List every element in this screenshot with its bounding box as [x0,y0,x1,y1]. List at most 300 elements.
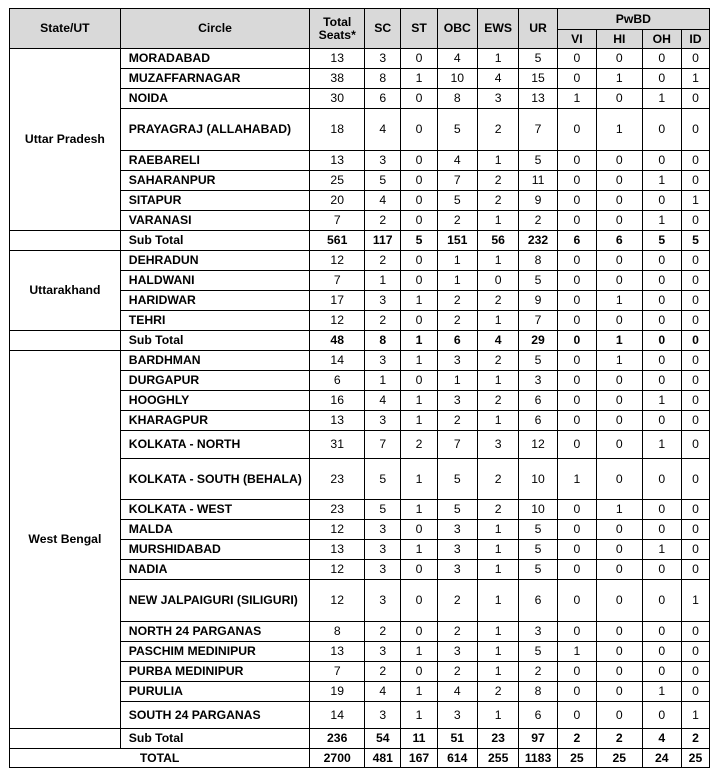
circle-cell: MURSHIDABAD [120,540,309,560]
subtotal-ews-cell: 56 [477,231,518,251]
id-cell: 1 [681,702,709,729]
oh-cell: 0 [642,251,681,271]
obc-cell: 3 [437,391,477,411]
total-seats-cell: 13 [310,49,365,69]
oh-cell: 1 [642,89,681,109]
oh-cell: 1 [642,391,681,411]
circle-cell: NADIA [120,560,309,580]
id-cell: 0 [681,431,709,459]
hi-cell: 0 [597,580,643,622]
obc-cell: 7 [437,431,477,459]
vi-cell: 0 [557,211,596,231]
sc-cell: 3 [365,540,401,560]
st-cell: 1 [401,642,437,662]
id-cell: 0 [681,540,709,560]
total-seats-cell: 12 [310,580,365,622]
oh-cell: 1 [642,431,681,459]
ews-cell: 1 [477,371,518,391]
ur-cell: 13 [519,89,557,109]
ews-cell: 1 [477,411,518,431]
id-cell: 0 [681,520,709,540]
obc-cell: 2 [437,580,477,622]
vi-cell: 0 [557,49,596,69]
st-cell: 0 [401,560,437,580]
id-cell: 0 [681,351,709,371]
sc-cell: 1 [365,371,401,391]
vi-cell: 0 [557,191,596,211]
obc-cell: 5 [437,191,477,211]
sc-cell: 6 [365,89,401,109]
sc-cell: 1 [365,271,401,291]
circle-cell: PURBA MEDINIPUR [120,662,309,682]
vi-cell: 1 [557,89,596,109]
oh-cell: 0 [642,311,681,331]
obc-cell: 2 [437,662,477,682]
total-seats-cell: 8 [310,622,365,642]
ur-cell: 11 [519,171,557,191]
ews-cell: 1 [477,622,518,642]
ews-cell: 1 [477,580,518,622]
oh-cell: 0 [642,459,681,500]
obc-cell: 10 [437,69,477,89]
total-seats-cell: 13 [310,540,365,560]
oh-cell: 0 [642,500,681,520]
total-ur-cell: 1183 [519,749,557,768]
header-ews: EWS [477,9,518,49]
ur-cell: 6 [519,702,557,729]
oh-cell: 1 [642,171,681,191]
subtotal-sc-cell: 8 [365,331,401,351]
subtotal-state-cell [10,331,121,351]
table-row [10,251,710,271]
hi-cell: 1 [597,69,643,89]
total-seats-cell: 13 [310,411,365,431]
table-header [10,9,710,49]
ews-cell: 2 [477,391,518,411]
state-cell: West Bengal [10,351,121,729]
header-circle: Circle [120,9,309,49]
total-seats-cell: 14 [310,702,365,729]
subtotal-label: Sub Total [120,331,309,351]
vi-cell: 1 [557,459,596,500]
ews-cell: 1 [477,211,518,231]
total-id-cell: 25 [681,749,709,768]
circle-cell: KHARAGPUR [120,411,309,431]
header-state: State/UT [10,9,121,49]
st-cell: 0 [401,311,437,331]
total-seats-cell: 12 [310,520,365,540]
subtotal-row [10,331,710,351]
subtotal-total-seats-cell: 48 [310,331,365,351]
circle-cell: HOOGHLY [120,391,309,411]
obc-cell: 2 [437,622,477,642]
st-cell: 1 [401,291,437,311]
id-cell: 0 [681,271,709,291]
circle-cell: PURULIA [120,682,309,702]
ews-cell: 0 [477,271,518,291]
circle-cell: PRAYAGRAJ (ALLAHABAD) [120,109,309,151]
header-sc: SC [365,9,401,49]
hi-cell: 0 [597,211,643,231]
ews-cell: 2 [477,351,518,371]
total-seats-cell: 6 [310,371,365,391]
obc-cell: 4 [437,682,477,702]
obc-cell: 7 [437,171,477,191]
ews-cell: 1 [477,311,518,331]
hi-cell: 1 [597,291,643,311]
hi-cell: 0 [597,702,643,729]
hi-cell: 0 [597,540,643,560]
vi-cell: 0 [557,580,596,622]
hi-cell: 1 [597,500,643,520]
ur-cell: 6 [519,580,557,622]
subtotal-vi-cell: 2 [557,729,596,749]
id-cell: 0 [681,109,709,151]
obc-cell: 2 [437,211,477,231]
st-cell: 1 [401,411,437,431]
total-seats-cell: 7 [310,211,365,231]
vi-cell: 0 [557,682,596,702]
obc-cell: 5 [437,459,477,500]
hi-cell: 0 [597,520,643,540]
id-cell: 0 [681,642,709,662]
st-cell: 0 [401,271,437,291]
sc-cell: 4 [365,391,401,411]
st-cell: 0 [401,371,437,391]
total-seats-cell: 23 [310,459,365,500]
id-cell: 0 [681,560,709,580]
hi-cell: 0 [597,191,643,211]
total-seats-cell: 30 [310,89,365,109]
obc-cell: 8 [437,89,477,109]
id-cell: 0 [681,211,709,231]
hi-cell: 1 [597,109,643,151]
circle-cell: KOLKATA - WEST [120,500,309,520]
st-cell: 0 [401,89,437,109]
total-seats-cell: 31 [310,431,365,459]
oh-cell: 1 [642,540,681,560]
subtotal-ur-cell: 29 [519,331,557,351]
subtotal-id-cell: 2 [681,729,709,749]
ews-cell: 3 [477,431,518,459]
ur-cell: 8 [519,682,557,702]
circle-cell: MORADABAD [120,49,309,69]
vi-cell: 0 [557,251,596,271]
oh-cell: 0 [642,151,681,171]
hi-cell: 0 [597,49,643,69]
total-seats-cell: 38 [310,69,365,89]
total-seats-cell: 12 [310,251,365,271]
ews-cell: 1 [477,251,518,271]
header-id: ID [681,30,709,49]
st-cell: 0 [401,191,437,211]
id-cell: 0 [681,89,709,109]
total-seats-cell: 23 [310,500,365,520]
subtotal-total-seats-cell: 236 [310,729,365,749]
oh-cell: 1 [642,211,681,231]
sc-cell: 3 [365,151,401,171]
vi-cell: 0 [557,540,596,560]
sc-cell: 3 [365,702,401,729]
vi-cell: 0 [557,109,596,151]
ur-cell: 3 [519,622,557,642]
st-cell: 1 [401,69,437,89]
st-cell: 2 [401,431,437,459]
hi-cell: 0 [597,662,643,682]
ur-cell: 5 [519,351,557,371]
obc-cell: 2 [437,311,477,331]
total-seats-cell: 13 [310,642,365,662]
ews-cell: 1 [477,540,518,560]
circle-cell: NORTH 24 PARGANAS [120,622,309,642]
st-cell: 0 [401,151,437,171]
vi-cell: 0 [557,69,596,89]
oh-cell: 0 [642,351,681,371]
ur-cell: 8 [519,251,557,271]
obc-cell: 4 [437,151,477,171]
total-oh-cell: 24 [642,749,681,768]
id-cell: 0 [681,49,709,69]
vi-cell: 1 [557,642,596,662]
sc-cell: 5 [365,171,401,191]
ur-cell: 3 [519,371,557,391]
oh-cell: 0 [642,642,681,662]
subtotal-ur-cell: 97 [519,729,557,749]
oh-cell: 0 [642,622,681,642]
id-cell: 1 [681,580,709,622]
subtotal-ews-cell: 4 [477,331,518,351]
ews-cell: 2 [477,682,518,702]
ur-cell: 5 [519,151,557,171]
ews-cell: 2 [477,500,518,520]
sc-cell: 3 [365,560,401,580]
subtotal-obc-cell: 51 [437,729,477,749]
vi-cell: 0 [557,662,596,682]
total-seats-cell: 18 [310,109,365,151]
subtotal-ews-cell: 23 [477,729,518,749]
hi-cell: 0 [597,271,643,291]
subtotal-obc-cell: 6 [437,331,477,351]
ews-cell: 1 [477,642,518,662]
id-cell: 0 [681,311,709,331]
total-hi-cell: 25 [597,749,643,768]
total-seats-cell: 19 [310,682,365,702]
ews-cell: 2 [477,191,518,211]
hi-cell: 0 [597,391,643,411]
id-cell: 0 [681,371,709,391]
circle-cell: KOLKATA - NORTH [120,431,309,459]
obc-cell: 3 [437,351,477,371]
total-vi-cell: 25 [557,749,596,768]
st-cell: 0 [401,251,437,271]
total-label: TOTAL [10,749,310,768]
subtotal-oh-cell: 5 [642,231,681,251]
total-seats-cell: 12 [310,560,365,580]
ur-cell: 9 [519,191,557,211]
obc-cell: 2 [437,291,477,311]
sc-cell: 4 [365,191,401,211]
subtotal-total-seats-cell: 561 [310,231,365,251]
sc-cell: 5 [365,500,401,520]
circle-cell: NOIDA [120,89,309,109]
vi-cell: 0 [557,500,596,520]
st-cell: 0 [401,109,437,151]
ur-cell: 12 [519,431,557,459]
hi-cell: 0 [597,622,643,642]
id-cell: 0 [681,682,709,702]
header-pwbd: PwBD [557,9,709,30]
id-cell: 0 [681,622,709,642]
oh-cell: 0 [642,702,681,729]
id-cell: 1 [681,69,709,89]
id-cell: 0 [681,662,709,682]
sc-cell: 4 [365,109,401,151]
oh-cell: 0 [642,191,681,211]
circle-cell: VARANASI [120,211,309,231]
seats-table [9,8,710,768]
ews-cell: 1 [477,560,518,580]
vi-cell: 0 [557,391,596,411]
sc-cell: 3 [365,411,401,431]
vi-cell: 0 [557,351,596,371]
hi-cell: 0 [597,459,643,500]
total-seats-cell: 16 [310,391,365,411]
subtotal-hi-cell: 6 [597,231,643,251]
st-cell: 0 [401,211,437,231]
total-seats-cell: 20 [310,191,365,211]
ews-cell: 2 [477,171,518,191]
ur-cell: 2 [519,662,557,682]
oh-cell: 1 [642,682,681,702]
obc-cell: 4 [437,49,477,69]
vi-cell: 0 [557,371,596,391]
state-cell: Uttarakhand [10,251,121,331]
id-cell: 0 [681,411,709,431]
ews-cell: 2 [477,459,518,500]
oh-cell: 0 [642,271,681,291]
oh-cell: 0 [642,371,681,391]
table-row [10,49,710,69]
hi-cell: 0 [597,411,643,431]
circle-cell: RAEBARELI [120,151,309,171]
header-vi: VI [557,30,596,49]
oh-cell: 0 [642,662,681,682]
sc-cell: 3 [365,351,401,371]
oh-cell: 0 [642,580,681,622]
total-sc-cell: 481 [365,749,401,768]
subtotal-sc-cell: 117 [365,231,401,251]
ur-cell: 5 [519,642,557,662]
ews-cell: 1 [477,151,518,171]
subtotal-state-cell [10,231,121,251]
st-cell: 1 [401,459,437,500]
subtotal-sc-cell: 54 [365,729,401,749]
st-cell: 0 [401,662,437,682]
ur-cell: 9 [519,291,557,311]
state-cell: Uttar Pradesh [10,49,121,231]
st-cell: 0 [401,580,437,622]
sc-cell: 2 [365,211,401,231]
st-cell: 0 [401,622,437,642]
total-seats-cell: 12 [310,311,365,331]
subtotal-st-cell: 5 [401,231,437,251]
id-cell: 1 [681,191,709,211]
st-cell: 0 [401,520,437,540]
total-total-seats-cell: 2700 [310,749,365,768]
vi-cell: 0 [557,431,596,459]
header-st: ST [401,9,437,49]
vi-cell: 0 [557,411,596,431]
id-cell: 0 [681,251,709,271]
st-cell: 1 [401,682,437,702]
ews-cell: 3 [477,89,518,109]
sc-cell: 7 [365,431,401,459]
subtotal-row [10,729,710,749]
total-seats-cell: 14 [310,351,365,371]
ur-cell: 5 [519,49,557,69]
id-cell: 0 [681,151,709,171]
circle-cell: NEW JALPAIGURI (SILIGURI) [120,580,309,622]
sc-cell: 3 [365,291,401,311]
hi-cell: 0 [597,89,643,109]
obc-cell: 3 [437,642,477,662]
hi-cell: 0 [597,560,643,580]
obc-cell: 1 [437,371,477,391]
header-oh: OH [642,30,681,49]
oh-cell: 0 [642,560,681,580]
oh-cell: 0 [642,520,681,540]
sc-cell: 5 [365,459,401,500]
circle-cell: SAHARANPUR [120,171,309,191]
st-cell: 1 [401,500,437,520]
ur-cell: 10 [519,459,557,500]
sc-cell: 3 [365,580,401,622]
vi-cell: 0 [557,311,596,331]
sc-cell: 2 [365,662,401,682]
st-cell: 1 [401,351,437,371]
obc-cell: 3 [437,702,477,729]
header-ur: UR [519,9,557,49]
total-seats-cell: 25 [310,171,365,191]
ews-cell: 2 [477,291,518,311]
subtotal-oh-cell: 4 [642,729,681,749]
sc-cell: 4 [365,682,401,702]
obc-cell: 1 [437,271,477,291]
subtotal-vi-cell: 0 [557,331,596,351]
subtotal-st-cell: 1 [401,331,437,351]
hi-cell: 1 [597,351,643,371]
total-seats-cell: 7 [310,662,365,682]
circle-cell: MUZAFFARNAGAR [120,69,309,89]
ur-cell: 2 [519,211,557,231]
ews-cell: 1 [477,702,518,729]
vi-cell: 0 [557,291,596,311]
table-row [10,351,710,371]
subtotal-id-cell: 0 [681,331,709,351]
id-cell: 0 [681,500,709,520]
table-body [10,49,710,768]
ur-cell: 5 [519,520,557,540]
hi-cell: 0 [597,431,643,459]
st-cell: 1 [401,391,437,411]
ews-cell: 1 [477,520,518,540]
circle-cell: PASCHIM MEDINIPUR [120,642,309,662]
sc-cell: 2 [365,311,401,331]
ur-cell: 6 [519,391,557,411]
vi-cell: 0 [557,171,596,191]
oh-cell: 0 [642,109,681,151]
oh-cell: 0 [642,49,681,69]
